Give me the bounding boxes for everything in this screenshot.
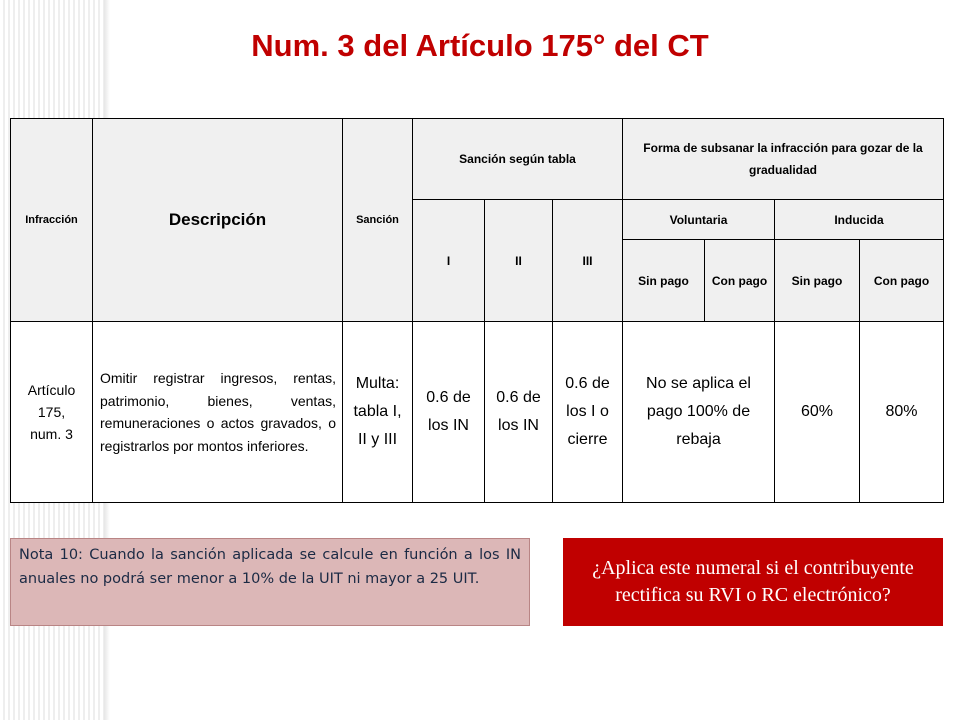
question-text: ¿Aplica este numeral si el contribuyente rectifica su RVI o RC electrónico? [592,557,914,606]
row-inducida-con-pago: 80% [860,322,944,503]
sanction-table [10,118,944,503]
question-box [563,538,943,626]
row-tabla-iii: 0.6 de los I o cierre [553,322,623,503]
row-sancion: Multa: tabla I, II y III [343,322,413,503]
row-infraccion: Artículo 175, num. 3 [11,322,93,503]
header-inducida: Inducida [775,200,944,240]
page-title: Num. 3 del Artículo 175° del CT [251,28,709,63]
header-forma-subsanar: Forma de subsanar la infracción para gozar de la gradualidad [623,119,944,200]
header-tabla-i: I [413,200,485,322]
header-voluntaria-sin-pago: Sin pago [623,240,705,322]
row-inducida-sin-pago: 60% [775,322,860,503]
header-inducida-sin-pago: Sin pago [775,240,860,322]
header-voluntaria: Voluntaria [623,200,775,240]
header-descripcion: Descripción [93,119,343,322]
header-tabla-ii: II [485,200,553,322]
note-box: Nota 10: Cuando la sanción aplicada se calcule en función a los IN anuales no podrá ser menor a 10% de la UIT ni mayor a 25 UIT. [10,538,530,626]
row-tabla-i: 0.6 de los IN [413,322,485,503]
header-sancion: Sanción [343,119,413,322]
header-tabla-iii: III [553,200,623,322]
header-voluntaria-con-pago: Con pago [705,240,775,322]
row-descripcion: Omitir registrar ingresos, rentas, patrimonio, bienes, ventas, remuneraciones o actos gravados, o registrarlos por montos inferiores. [93,322,343,503]
header-inducida-con-pago: Con pago [860,240,944,322]
header-infraccion: Infracción [11,119,93,322]
header-sancion-segun-tabla: Sanción según tabla [413,119,623,200]
row-tabla-ii: 0.6 de los IN [485,322,553,503]
row-voluntaria: No se aplica el pago 100% de rebaja [623,322,775,503]
